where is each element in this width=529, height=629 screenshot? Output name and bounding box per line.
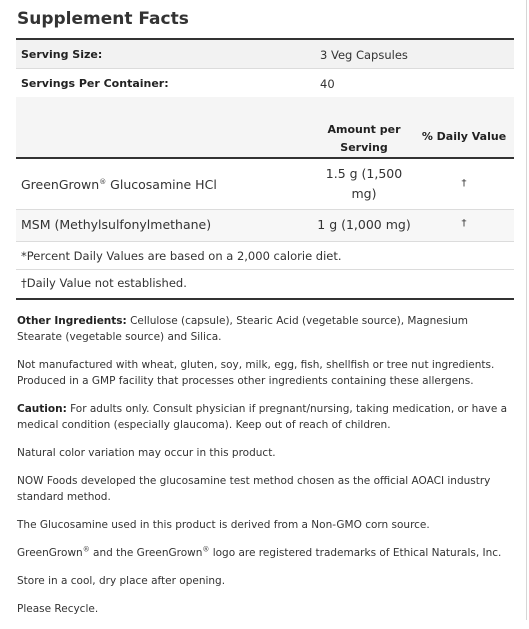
page-title: Supplement Facts <box>17 9 189 29</box>
product-notes <box>17 313 515 629</box>
test-method-note: NOW Foods developed the glucosamine test method chosen as the official AOACI industry standard method. <box>17 475 491 503</box>
nutrient-row <box>16 210 514 242</box>
footnote-divider <box>16 269 514 270</box>
nutrient-amount: 1 g (1,000 mg) <box>317 217 411 232</box>
glucosamine-source-note: The Glucosamine used in this product is derived from a Non-GMO corn source. <box>17 519 430 531</box>
caution-note: Caution: For adults only. Consult physician if pregnant/nursing, taking medication, or have a medical condition (especially glaucoma). Keep out of reach of children. <box>17 403 508 431</box>
color-variation-note: Natural color variation may occur in this product. <box>17 447 276 459</box>
nutrient-name: MSM (Methylsulfonylmethane) <box>21 217 212 232</box>
serving-size-row <box>16 40 514 69</box>
trademark-note: GreenGrown® and the GreenGrown® logo are registered trademarks of Ethical Naturals, Inc. <box>17 545 502 559</box>
dv-not-established-footnote: †Daily Value not established. <box>21 276 187 290</box>
nutrient-name: GreenGrown® Glucosamine HCl <box>21 177 217 192</box>
other-ingredients-note: Other Ingredients: Cellulose (capsule), Stearic Acid (vegetable source), Magnesium Stearate (vegetable source) and Silica. <box>17 315 468 343</box>
percent-dv-footnote: *Percent Daily Values are based on a 2,000 calorie diet. <box>21 249 342 263</box>
serving-size-value: 3 Veg Capsules <box>320 48 408 62</box>
servings-per-container-row <box>16 69 514 97</box>
nutrient-daily-value: † <box>461 218 467 229</box>
supplement-facts-panel <box>1 0 527 620</box>
nutrient-amount: 1.5 g (1,500 mg) <box>325 166 403 201</box>
servings-per-container-label: Servings Per Container: <box>21 77 169 90</box>
nutrient-daily-value: † <box>461 178 467 189</box>
storage-note: Store in a cool, dry place after opening. <box>17 575 226 587</box>
column-header-row <box>16 97 514 159</box>
supplement-facts-table <box>16 38 514 300</box>
recycle-note: Please Recycle. <box>17 603 99 615</box>
servings-per-container-value: 40 <box>320 77 335 91</box>
allergen-note: Not manufactured with wheat, gluten, soy, milk, egg, fish, shellfish or tree nut ingredients. Produced in a GMP facility that processes other ingredients containing these allergens. <box>17 359 495 387</box>
nutrient-row <box>16 159 514 210</box>
daily-value-header: % Daily Value <box>421 130 507 143</box>
serving-size-label: Serving Size: <box>21 48 103 61</box>
amount-per-serving-header: Amount per Serving <box>327 123 401 154</box>
